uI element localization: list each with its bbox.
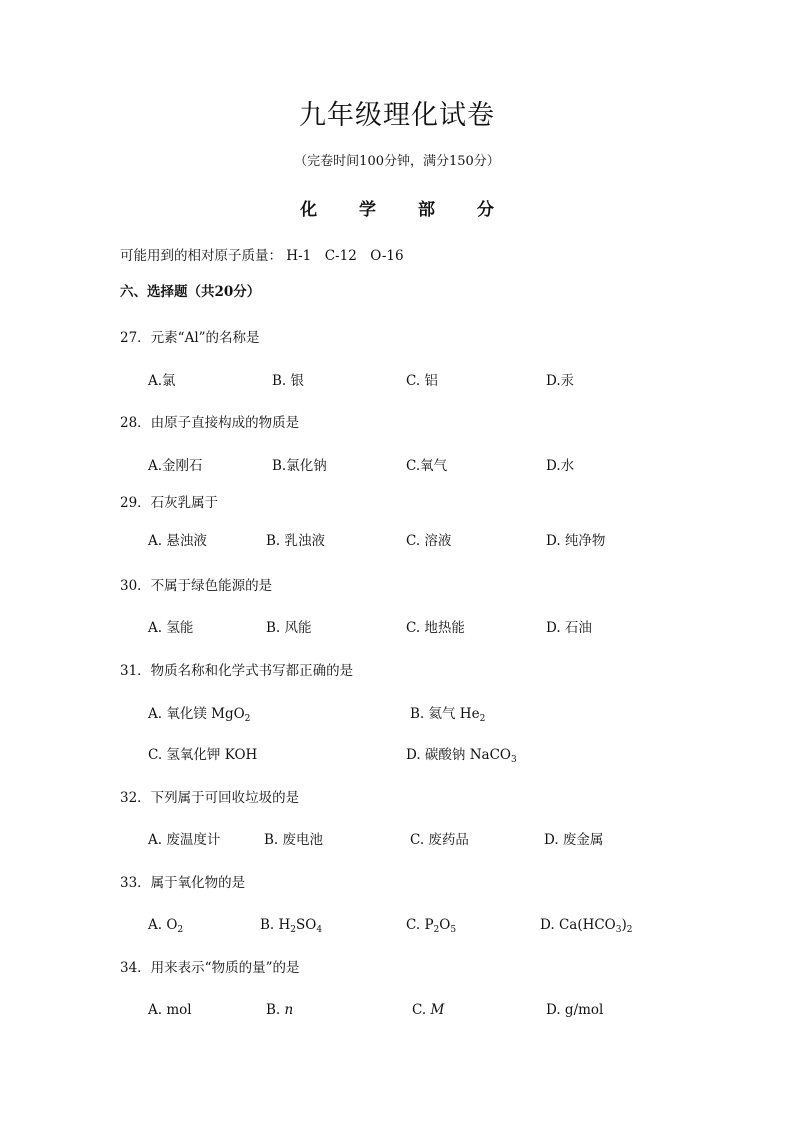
- question-31-option-b: B. 氦气 $He_2$: [410, 706, 486, 724]
- question-27-option-d: D.汞: [546, 373, 575, 389]
- question-34-stem: 34．用来表示“物质的量”的是: [120, 960, 300, 976]
- question-28-stem: 28．由原子直接构成的物质是: [120, 415, 300, 431]
- question-32-option-b: B. 废电池: [264, 832, 324, 848]
- question-34-option-d: D. g/mol: [546, 1002, 604, 1018]
- question-31-option-c: C. 氢氧化钾 KOH: [148, 747, 258, 763]
- question-32-option-c: C. 废药品: [410, 832, 469, 848]
- atomic-masses-note: 可能用到的相对原子质量： H-1 C-12 O-16: [120, 248, 404, 264]
- question-32-option-d: D. 废金属: [544, 832, 604, 848]
- question-31-option-d: D. 碳酸钠 NaCO$_3$: [406, 747, 517, 765]
- question-29-option-a: A. 悬浊液: [148, 533, 207, 549]
- question-27-option-b: B. 银: [272, 373, 305, 389]
- question-34-option-c: C. M: [412, 1002, 445, 1018]
- question-27-stem: 27．元素“Al”的名称是: [120, 330, 260, 346]
- question-33-option-b: B. $H_2SO_4$: [260, 917, 323, 935]
- page-title: 九年级理化试卷: [299, 100, 495, 131]
- question-29-stem: 29．石灰乳属于: [120, 495, 219, 511]
- question-28-option-c: C.氧气: [406, 458, 448, 474]
- part-heading: 六、选择题（共20分）: [120, 284, 261, 300]
- question-31-stem: 31．物质名称和化学式书写都正确的是: [120, 663, 354, 679]
- question-30-stem: 30．不属于绿色能源的是: [120, 578, 273, 594]
- question-29-option-d: D. 纯净物: [546, 533, 606, 549]
- section-title: 化 学 部 分: [300, 200, 512, 220]
- question-30-option-b: B. 风能: [266, 620, 312, 636]
- question-33-option-a: A. $O_2$: [148, 917, 184, 935]
- question-27-option-c: C. 铝: [406, 373, 438, 389]
- question-34-option-a: A. mol: [148, 1002, 192, 1018]
- question-30-option-c: C. 地热能: [406, 620, 465, 636]
- question-27-option-a: A.氯: [148, 373, 176, 389]
- question-32-option-a: A. 废温度计: [148, 832, 221, 848]
- question-29-option-c: C. 溶液: [406, 533, 452, 549]
- question-30-option-a: A. 氢能: [148, 620, 194, 636]
- question-30-option-d: D. 石油: [546, 620, 592, 636]
- question-33-option-d: D. $Ca(HCO_3)_2$: [540, 917, 633, 935]
- question-34-option-b: B. n: [266, 1002, 294, 1018]
- question-33-option-c: C. $P_2O_5$: [406, 917, 457, 935]
- question-32-stem: 32．下列属于可回收垃圾的是: [120, 790, 300, 806]
- exam-duration-note: （完卷时间100分钟，满分150分）: [294, 154, 500, 169]
- question-33-stem: 33．属于氧化物的是: [120, 875, 246, 891]
- question-29-option-b: B. 乳浊液: [266, 533, 326, 549]
- question-31-option-a: A. 氧化镁 MgO$_2$: [148, 706, 251, 724]
- question-28-option-b: B.氯化钠: [272, 458, 327, 474]
- question-28-option-d: D.水: [546, 458, 575, 474]
- question-28-option-a: A.金刚石: [148, 458, 203, 474]
